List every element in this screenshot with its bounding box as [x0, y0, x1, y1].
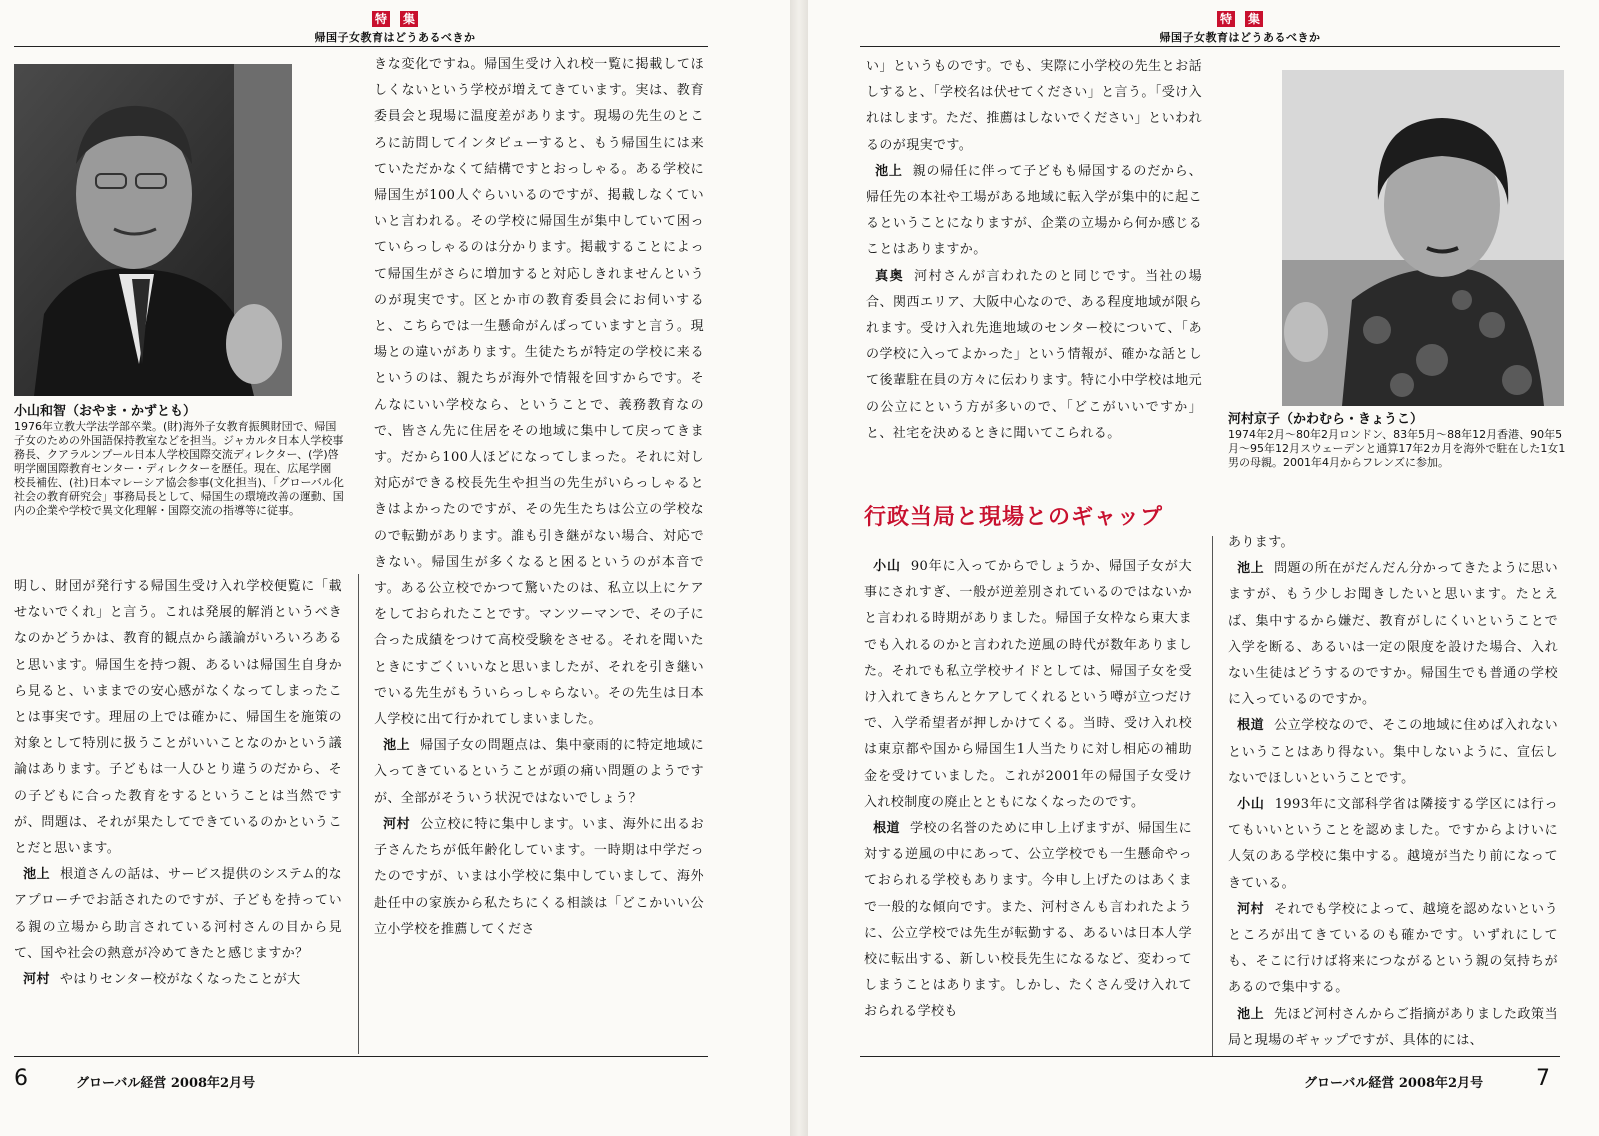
speaker-name: 河村 [1237, 901, 1265, 917]
article-paragraph [1228, 897, 1558, 1002]
article-paragraph [374, 733, 704, 812]
feature-header [245, 8, 545, 45]
paragraph-text: 河村さんが言われたのと同じです。当社の場合、関西エリア、大阪中心なので、ある程度地域が限られます。受け入れ先進地域のセンター校について、「あの学校に入ってよかった」という情報が、確かな話として後輩駐在員の方々に伝わります。特に小中学校は地元の公立にという方が多いので、「どこがいいですか」と、社宅を決めるときに聞いてこられる。 [866, 268, 1202, 441]
left-page [0, 0, 790, 1136]
header-rule [860, 46, 1560, 47]
kawamura-caption [1228, 412, 1568, 470]
speaker-name: 河村 [23, 972, 50, 988]
footer-rule [14, 1056, 708, 1057]
paragraph-text: きな変化ですね。帰国生受け入れ校一覧に掲載してほしくないという学校が増えてきています。実は、教育委員会と現場に温度差があります。現場の先生のところに訪問してインタビューすると、もう帰国生には来ていただかなくて結構ですとおっしゃる。ある学校に帰国生が100人ぐらいいるのですが、掲載しなくていいと言われる。その学校に帰国生が集中していて困っていらっしゃるのは分かります。掲載することによって帰国生がさらに増加すると対応しきれませんというのが現実です。区とか市の教育委員会にお伺いすると、こちらでは一生懸命がんばっていますと言う。現場との違いがあります。生徒たちが特定の学校に来るというのは、親たちが海外で情報を回すからです。そんなにいい学校なら、ということで、義務教育なので、皆さん先に住居をその地域に集中して戻ってきます。だから100人ほどになってしまった。それに対し対応ができる校長先生や担当の先生がいらっしゃるときはよかったのですが、その先生たちは公立の学校なので転勤があります。誰も引き継がない場合、対応できない。帰国生が多くなると困るというのが本音です。ある公立校でかつて驚いたのは、私立以上にケアをしておられたことです。マンツーマンで、その子に合った成績をつけて高校受験をさせる。それを聞いたときにすごくいいなと思いましたが、それを引き継いでいる先生がもういらっしゃらない。その先生は日本人学校に出て行かれてしまいました。 [374, 57, 704, 728]
paragraph-text: 親の帰任に伴って子どもも帰国するのだから、帰任先の本社や工場がある地域に転入学が集中的に起こるということになりますが、企業の立場から何か感じることはありますか。 [866, 163, 1202, 258]
article-paragraph [866, 54, 1202, 159]
badge-char: 特 [1217, 11, 1235, 27]
speaker-name: 小山 [873, 559, 901, 574]
speaker-name: 池上 [875, 163, 903, 179]
article-paragraph [866, 159, 1202, 264]
oyama-caption [14, 404, 344, 518]
article-column [866, 54, 1202, 447]
portrait-photo [14, 64, 292, 396]
feature-subtitle: 帰国子女教育はどうあるべきか [314, 31, 476, 44]
article-paragraph [1228, 1002, 1558, 1054]
spine-gutter [790, 0, 808, 1136]
feature-badge [367, 8, 423, 27]
column-divider [1212, 536, 1213, 1056]
page-number: 7 [1536, 1066, 1550, 1091]
paragraph-text: 問題の所在がだんだん分かってきたように思いますが、もう少しお聞きしたいと思います。たとえば、集中するから嫌だ、教育がしにくいということで入学を断る、あるいは一定の限度を設けた場合、入れない生徒はどうするのですか。帰国生でも普通の学校に入っているのですか。 [1228, 561, 1558, 708]
column-divider [358, 574, 359, 1054]
article-paragraph [1228, 792, 1558, 897]
speaker-name: 小山 [1237, 797, 1265, 813]
badge-char: 特 [372, 11, 390, 27]
article-paragraph [14, 967, 342, 993]
page-number: 6 [14, 1066, 28, 1091]
speaker-name: 池上 [383, 738, 411, 754]
caption-bio: 1974年2月～80年2月ロンドン、83年5月～88年12月香港、90年5月～95年12月スウェーデンと通算17年2カ月を海外で駐在した1女1男の母親。2001年4月からフレンズに参加。 [1228, 428, 1566, 469]
paragraph-text: それでも学校によって、越境を認めないというところが出てきているのも確かです。いずれにしても、そこに行けば将来につながるという親の気持ちがあるので集中する。 [1228, 901, 1558, 996]
paragraph-text: い」というものです。でも、実際に小学校の先生とお話しすると、「学校名は伏せてください」と言う。「受け入れはします。ただ、推薦はしないでください」といわれるのが現実です。 [866, 59, 1202, 153]
article-paragraph [1228, 713, 1558, 792]
paragraph-text: あります。 [1228, 535, 1294, 550]
paragraph-text: 学校の名誉のために申し上げますが、帰国生に対する逆風の中にあって、公立学校でも一生懸命やっておられる学校もあります。今申し上げたのはあくまで一般的な傾向です。また、河村さんも言われたように、公立学校では先生が転勤する、あるいは日本人学校に転出する、新しい校長先生になるなど、変わってしまうことはあります。しかし、たくさん受け入れておられる学校も [864, 821, 1192, 1020]
speaker-name: 池上 [1237, 561, 1265, 577]
feature-badge [1212, 8, 1268, 27]
portrait-photo [1282, 70, 1564, 406]
paragraph-text: 明し、財団が発行する帰国生受け入れ学校便覧に「載せないでくれ」と言う。これは発展的解消というべきなのかどうかは、教育的観点から議論がいろいろあると思います。帰国生を持つ親、あるいは帰国生自身から見ると、いままでの安心感がなくなってしまったことは事実です。理屈の上では確かに、帰国生を施策の対象として特別に扱うことがいいことなのかという議論はあります。子どもは一人ひとり違うのだから、その子どもに合った教育をするということは当然ですが、問題は、それが果たしてできているのかということだと思います。 [14, 579, 342, 857]
caption-name: 河村京子（かわむら・きょうこ） [1228, 412, 1424, 427]
article-paragraph [14, 574, 342, 862]
magazine-footer: グローバル経営 2008年2月号 [1304, 1076, 1484, 1091]
right-page [808, 0, 1599, 1136]
speaker-name: 河村 [383, 816, 411, 832]
badge-char: 集 [1245, 11, 1263, 27]
paragraph-text: 1993年に文部科学省は隣接する学区には行ってもいいということを認めました。ですからよけいに人気のある学校に集中する。越境が当たり前になってきている。 [1228, 797, 1558, 891]
article-paragraph [1228, 556, 1558, 713]
speaker-name: 池上 [23, 867, 51, 883]
article-paragraph [374, 52, 704, 733]
paragraph-text: 根道さんの話は、サービス提供のシステム的なアプローチでお話されたのですが、子どもを持っている親の立場から助言されている河村さんの目から見て、国や社会の熱意が冷めてきたと感じますか？ [14, 867, 342, 961]
feature-header [1090, 8, 1390, 45]
speaker-name: 根道 [873, 821, 900, 837]
article-column [374, 52, 704, 943]
speaker-name: 真奥 [875, 268, 905, 284]
feature-subtitle: 帰国子女教育はどうあるべきか [1159, 31, 1321, 44]
article-column [1228, 530, 1558, 1054]
article-paragraph [864, 816, 1192, 1026]
paragraph-text: やはりセンター校がなくなったことが大 [59, 972, 301, 988]
caption-name: 小山和智（おやま・かずとも） [14, 404, 197, 419]
article-paragraph [14, 862, 342, 967]
article-column [14, 574, 342, 993]
speaker-name: 池上 [1237, 1006, 1265, 1022]
caption-bio: 1976年立教大学法学部卒業。(財)海外子女教育振興財団で、帰国子女のための外国語保持教室などを担当。ジャカルタ日本人学校事務長、クアラルンプール日本人学校国際交流ディレクター、(学)啓明学園国際教育センター・ディレクターを歴任。現在、広尾学園 校長補佐、(社)日本マレーシア協会参事(文化担当)、「グローバル化社会の教育研究会」事務局長として、帰国生の環境改善の運動、国内の企業や学校で異文化理解・国際交流の指導等に従事。 [14, 420, 344, 517]
magazine-footer: グローバル経営 2008年2月号 [76, 1076, 256, 1091]
paragraph-text: 帰国子女の問題点は、集中豪雨的に特定地域に入ってきているということが頭の痛い問題のようですが、全部がそういう状況ではないでしょう？ [374, 738, 704, 806]
portrait-kawamura [1282, 70, 1564, 406]
paragraph-text: 先ほど河村さんからご指摘がありました政策当局と現場のギャップですが、具体的には、 [1228, 1006, 1558, 1048]
article-paragraph [864, 554, 1192, 816]
footer-rule [860, 1056, 1560, 1057]
article-paragraph [374, 812, 704, 943]
paragraph-text: 公立校に特に集中します。いま、海外に出るお子さんたちが低年齢化しています。一時期は中学だったのですが、いまは小学校に集中していまして、海外赴任中の家族から私たちにくる相談は「どこかいい公立小学校を推薦してくださ [374, 816, 704, 937]
speaker-name: 根道 [1237, 718, 1265, 734]
portrait-oyama [14, 64, 292, 396]
paragraph-text: 公立学校なので、そこの地域に住めば入れないということはあり得ない。集中しないように、宣伝しないでほしいということです。 [1228, 718, 1558, 786]
paragraph-text: 90年に入ってからでしょうか、帰国子女が大事にされすぎ、一般が逆差別されているのではないかと言われる時期がありました。帰国子女枠なら東大までも入れるのかと言われた逆風の時代が数年ありました。それでも私立学校サイドとしては、帰国子女を受け入れてきちんとケアしてくれるという噂が立つだけで、入学希望者が押しかけてくる。当時、受け入れ校は東京都や国から帰国生1人当たりに対し相応の補助金を受けていました。これが2001年の帰国子女受け入れ校制度の廃止とともになくなったのです。 [864, 559, 1192, 810]
article-paragraph [1228, 530, 1558, 556]
badge-char: 集 [400, 11, 418, 27]
header-rule [14, 46, 708, 47]
article-column [864, 554, 1192, 1026]
section-heading: 行政当局と現場とのギャップ [864, 505, 1164, 530]
article-paragraph [866, 264, 1202, 447]
